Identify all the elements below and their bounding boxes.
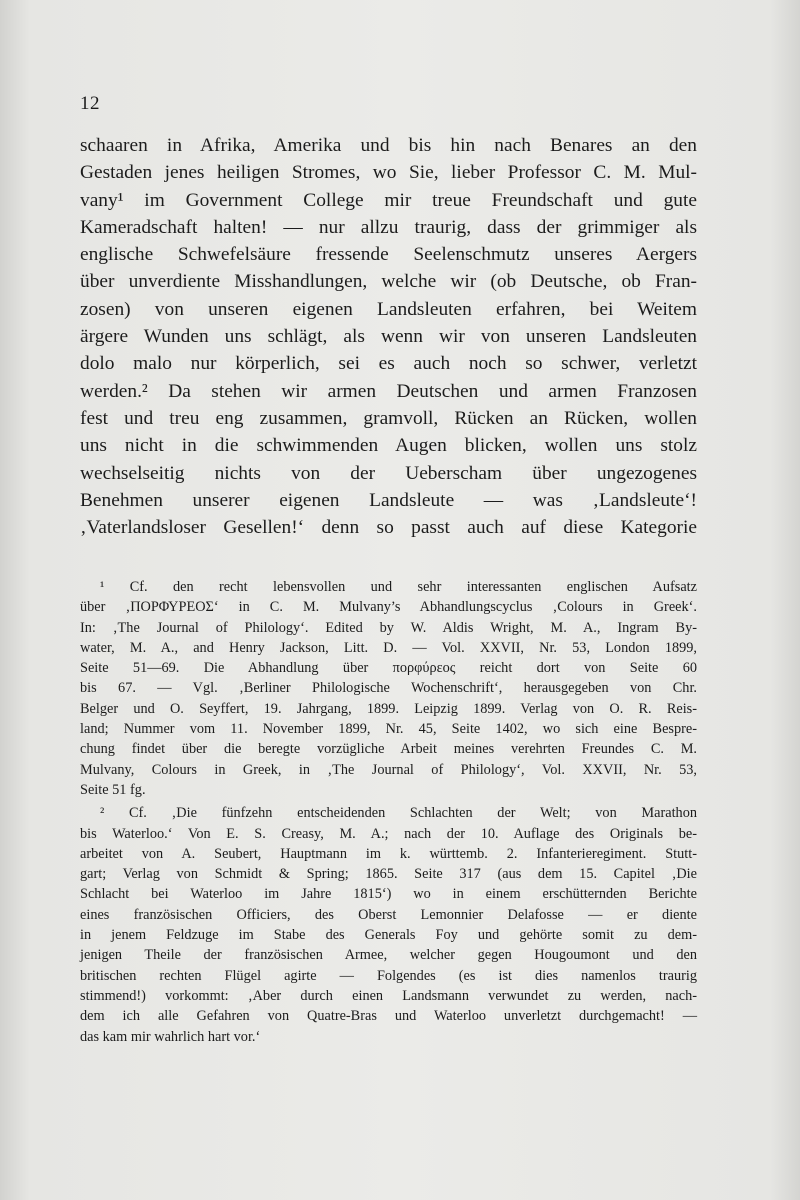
main-text-line: werden.² Da stehen wir armen Deutschen und armen Franzosen [80,380,697,402]
footnote-line: Schlacht bei Waterloo im Jahre 1815‘) wo in einem erschütternden Berichte [80,886,697,903]
footnote-line: ¹ Cf. den recht lebensvollen und sehr interessanten englischen Aufsatz [100,579,697,595]
footnote-line: Belger und O. Seyffert, 19. Jahrgang, 1899. Leipzig 1899. Verlag von O. R. Reis- [80,700,697,717]
main-text-line: wechselseitig nichts von der Ueberscham über ungezogenes [80,462,697,484]
main-text-line: über unverdiente Misshandlungen, welche wir (ob Deutsche, ob Fran- [80,271,697,293]
main-text-line: dolo malo nur körperlich, sei es auch noch so schwer, verletzt [80,353,697,375]
main-text-line: schaaren in Afrika, Amerika und bis hin nach Benares an den [80,135,697,156]
footnote-line: Seite 51 fg. [80,781,146,798]
footnote-line: britischen rechten Flügel agirte — Folgendes (es ist dies namenlos traurig [80,967,697,984]
main-text-line: Gestaden jenes heiligen Stromes, wo Sie, lieber Professor C. M. Mul- [80,162,697,184]
footnote-line: chung findet über die beregte vorzügliche Arbeit meines verehrten Freundes C. M. [80,741,697,758]
main-text-line: englische Schwefelsäure fressende Seelenschmutz unseres Aergers [80,244,697,266]
page-number: 12 [80,93,100,114]
main-text-line: ‚Vaterlandsloser Gesellen!‘ denn so passt auch auf diese Kategorie [80,517,697,539]
main-text-line: uns nicht in die schwimmenden Augen blicken, wollen uns stolz [80,435,697,457]
main-text-line: fest und treu eng zusammen, gramvoll, Rücken an Rücken, wollen [80,407,697,429]
main-text-line: vany¹ im Government College mir treue Freundschaft und gute [80,189,697,211]
footnote-line: In: ‚The Journal of Philology‘. Edited by W. Aldis Wright, M. A., Ingram By- [80,619,697,636]
footnote-line: arbeitet von A. Seubert, Hauptmann im k. württemb. 2. Infanterieregiment. Stutt- [80,845,697,862]
footnote-line: Seite 51—69. Die Abhandlung über πορφύρεος reicht dort von Seite 60 [80,660,697,677]
main-text-line: Kameradschaft halten! — nur allzu traurig, dass der grimmiger als [80,216,697,238]
footnotes-block [80,577,697,1047]
footnote-line: ² Cf. ‚Die fünfzehn entscheidenden Schlachten der Welt; von Marathon [100,805,697,822]
footnote-line: stimmend!) vorkommt: ‚Aber durch einen Landsmann verwundet zu werden, nach- [80,987,697,1004]
footnote-line: eines französischen Officiers, des Oberst Lemonnier Delafosse — er diente [80,906,697,923]
footnote-line: das kam mir wahrlich hart vor.‘ [80,1028,261,1045]
footnote-line: dem ich alle Gefahren von Quatre-Bras und Waterloo unverletzt durchgemacht! — [80,1008,697,1025]
footnote-line: water, M. A., and Henry Jackson, Litt. D. — Vol. XXVII, Nr. 53, London 1899, [80,639,697,656]
footnote-line: Mulvany, Colours in Greek, in ‚The Journal of Philology‘, Vol. XXVII, Nr. 53, [80,761,697,778]
main-text-line: zosen) von unseren eigenen Landsleuten erfahren, bei Weitem [80,298,697,320]
footnote-line: land; Nummer vom 11. November 1899, Nr. 45, Seite 1402, wo sich eine Bespre- [80,721,697,738]
footnote-line: über ‚ΠΟΡΦΥΡΕΟΣ‘ in C. M. Mulvany’s Abhandlungscyclus ‚Colours in Greek‘. [80,599,697,616]
main-text-block [80,132,697,541]
main-text-line: Benehmen unserer eigenen Landsleute — was ‚Landsleute‘! [80,489,697,511]
footnote-line: bis Waterloo.‘ Von E. S. Creasy, M. A.; nach der 10. Auflage des Originals be- [80,825,697,842]
main-text-line: ärgere Wunden uns schlägt, als wenn wir von unseren Landsleuten [80,326,697,348]
footnote-line: gart; Verlag von Schmidt & Spring; 1865. Seite 317 (aus dem 15. Capitel ‚Die [80,866,697,883]
footnote-line: jenigen Theile der französischen Armee, welcher gegen Hougoumont und den [80,947,697,964]
footnote-line: in jenem Feldzuge im Stabe des Generals Foy und gehörte somit zu dem- [80,927,697,944]
footnote-line: bis 67. — Vgl. ‚Berliner Philologische Wochenschrift‘, herausgegeben von Chr. [80,680,697,697]
